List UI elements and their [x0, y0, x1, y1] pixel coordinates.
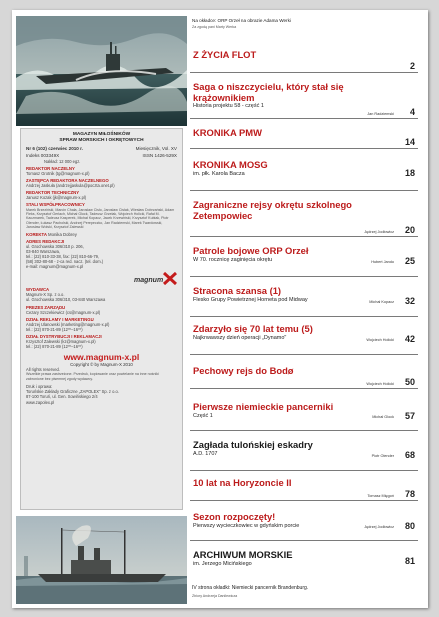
- toc-entry-author: Michał Glock: [372, 415, 394, 419]
- toc-entry-page: 68: [404, 450, 415, 460]
- deputy-editor-heading: ZASTĘPCA REDAKTORA NACZELNEGO: [26, 178, 109, 184]
- toc-entry-page: 81: [404, 556, 415, 566]
- toc-entry-author: Jędrzej Jodłowicz: [364, 230, 394, 234]
- copyright: Copyright © by Magnum-X 2010: [70, 362, 133, 368]
- toc-entry-page: 32: [404, 296, 415, 306]
- toc-entry[interactable]: [190, 50, 418, 73]
- toc-entry[interactable]: [190, 246, 418, 277]
- magazine-page: [12, 10, 428, 608]
- technical-editor-heading: REDAKTOR TECHNICZNY: [26, 190, 80, 196]
- deputy-editor: Andrzej Jaskuła (andrzejjaskula@poczta.onet.pl): [26, 183, 115, 189]
- collaborators-heading: STALI WSPÓŁPRACOWNICY: [26, 202, 85, 208]
- toc-entry-page: 4: [409, 107, 415, 117]
- toc-entry-subtitle: Flesko Grupy Powietrznej Horneta pod Midway: [193, 296, 308, 303]
- toc-entry-subtitle: Część 1: [193, 412, 213, 419]
- toc-entry[interactable]: [190, 286, 418, 317]
- toc-entry-page: 20: [404, 225, 415, 235]
- address-line-2: 03-840 Warszawa,: [26, 248, 60, 254]
- magnum-x-logo: [133, 272, 177, 285]
- toc-entry-title: KRONIKA MOSG: [193, 159, 268, 170]
- toc-entry-subtitle: W 70. rocznicę zaginięcia okrętu: [193, 256, 273, 263]
- address-heading: ADRES REDAKCJI: [26, 238, 65, 244]
- toc-entry-page: 18: [404, 168, 415, 178]
- toc-entry-title: Zagłada tulońskiej eskadry: [193, 439, 313, 450]
- masthead-title-line1: MAGAZYN MIŁOŚNIKÓW: [72, 132, 131, 137]
- svg-text:magnum: magnum: [134, 277, 164, 285]
- toc-entry-title: ARCHIWUM MORSKIE: [193, 549, 293, 560]
- toc-entry-title: Zdarzyło się 70 lat temu (5): [193, 323, 313, 334]
- proofreader: Monika Dobrey: [47, 231, 77, 237]
- toc-entry-page: 2: [409, 61, 415, 71]
- issue-periodicity: Miesięcznik, Vol. XV: [135, 145, 177, 151]
- editorial-masthead: [20, 128, 183, 510]
- toc-entry-page: 78: [404, 489, 415, 499]
- toc-entry-page: 57: [404, 411, 415, 421]
- toc-entry-author: Wojciech Holicki: [366, 382, 394, 386]
- address-line-1: ul. Grochowska 306/310 p. 206,: [26, 243, 84, 249]
- website-url[interactable]: www.magnum-x.pl: [63, 352, 140, 363]
- chief-editor-heading: REDAKTOR NACZELNY: [26, 165, 75, 171]
- rights-reserved: All rights reserved.: [26, 367, 60, 373]
- toc-entry-title: Zagraniczne rejsy okrętu szkolnego Zetempowiec: [193, 199, 352, 221]
- toc-entry-author: Michał Kopacz: [369, 300, 394, 304]
- marketing-line-2: tel.: (22) 870-21-89 (12⁰⁰–16⁰⁰): [26, 326, 83, 332]
- cover-painting-submarine: [16, 16, 187, 126]
- print-line-1: Toruńskie Zakłady Graficzne „ZAPOLEX" Sp. z o.o.: [26, 389, 119, 395]
- collaborators-list: Marek Brzeziński, Marcin Chała, Jarosław Cisło, Jarosław Cisłak, Wiesław Dobrzański, Adam Fleks, Krzysztof Gerlach, Michał Glock, Tadeusz Grzelak, Wojciech Holicki, Rafał M. Kaczmarek, Tadeusz Kasperek, Michał Kopacz, Jacek Krzewiński, Krzysztof Kubiak, Piotr Olender, Łukasz Pacholski, Andrzej Perepeczko, Jan Radziemski, Marek Twardowski, Jarosław Wolski, Krzysztof Zalewski: [26, 207, 175, 230]
- email-line: e-mail: magnum@magnum-x.pl: [26, 264, 84, 270]
- toc-entry-page: 14: [404, 137, 415, 147]
- toc-entry[interactable]: [190, 324, 418, 355]
- sales-heading: DZIAŁ DYSTRYBUCJI I REKLAMACJI: [26, 333, 102, 339]
- toc-entry-subtitle: Historia projektu 58 - część 1: [193, 103, 264, 109]
- publisher-heading: WYDAWCA: [26, 287, 50, 293]
- left-column: [12, 10, 189, 608]
- masthead-title-line2: SPRAW MORSKICH I OKRĘTOWYCH: [59, 137, 144, 143]
- president: Cezary Szczekiewicz (cs@magnum-x.pl): [26, 309, 101, 315]
- circulation: Nakład: 12 000 egz.: [44, 158, 81, 164]
- legal-notice: Wszelkie prawa zastrzeżone. Przedruk, kopiowanie oraz powielanie na inne nośniki zabronione bez pisemnej zgody wydawcy.: [26, 372, 159, 381]
- sales-line-1: Krzysztof Zalewski (kz@magnum-x.pl): [26, 339, 96, 345]
- toc-entry[interactable]: [190, 82, 418, 119]
- print-heading: Druk i oprawa:: [26, 384, 53, 390]
- marketing-line-1: Andrzej Ulanowski (marketing@magnum-x.pl): [26, 321, 110, 327]
- toc-entry[interactable]: [190, 128, 418, 149]
- index-number: Indeks 003349X: [26, 153, 60, 159]
- back-cover-caption: IV strona okładki: Niemiecki pancernik Brandenburg.: [192, 585, 309, 591]
- toc-entry-subtitle: Pierwszy wycieczkowiec w gdyńskim porcie: [193, 522, 300, 529]
- toc-entry-page: 25: [404, 256, 415, 266]
- toc-entry[interactable]: [190, 402, 418, 431]
- toc-entry-author: Piotr Olender: [371, 454, 394, 458]
- toc-entry[interactable]: [190, 550, 418, 580]
- print-line-3: www.zapolex.pl: [26, 399, 55, 405]
- toc-entry-title: Pierwsze niemieckie pancerniki: [193, 401, 334, 412]
- phone-line-2: (58) 302-80-68 - z-ca red. nacz. (tel. dom.): [26, 259, 104, 265]
- sales-line-2: tel.: (22) 870-21-89 (12⁰⁰–16⁰⁰): [26, 344, 83, 350]
- technical-editor: Janusz Kozak (jk@magnum-x.pl): [26, 195, 87, 201]
- publisher-line-1: Magnum-X Sp. z o.o.: [26, 292, 65, 298]
- toc-entry-author: Hubert Jando: [371, 260, 394, 264]
- toc-entry-title: 10 lat na Horyzoncie II: [193, 477, 292, 488]
- proofreading-label: KOREKTA: [26, 231, 47, 237]
- publisher-line-2: ul. Grochowska 306/310, 03-840 Warszawa: [26, 297, 106, 303]
- logo-row: [26, 272, 177, 285]
- toc-entry-subtitle: im. Jerzego Micińskiego: [193, 560, 252, 567]
- toc-entry-title: Patrole bojowe ORP Orzeł: [193, 245, 309, 256]
- toc-entry[interactable]: [190, 160, 418, 191]
- back-cover-credit: Zbiory Andrzeja Danilewicza: [192, 594, 238, 598]
- toc-entry-subtitle: im. płk. Karola Bacza: [193, 170, 245, 177]
- toc-entry[interactable]: [190, 440, 418, 471]
- back-cover-painting-battleship: [16, 516, 187, 604]
- toc-entry[interactable]: [190, 200, 418, 237]
- table-of-contents: [190, 10, 426, 608]
- toc-entry[interactable]: [190, 512, 418, 541]
- print-line-2: 87-100 Toruń, ul. Gen. Sowińskiego 2/4: [26, 394, 98, 400]
- toc-entry-page: 50: [404, 377, 415, 387]
- toc-entry-subtitle: A.D. 1707: [193, 450, 218, 457]
- toc-entry-title: Saga o niszczycielu, który stał się krążownikiem: [193, 81, 344, 103]
- issue-number: Nr 6 (102) czerwiec 2010 r.: [26, 145, 83, 151]
- marketing-heading: DZIAŁ REKLAMY I MARKETINGU: [26, 316, 94, 322]
- toc-entry-title: Sezon rozpoczęty!: [193, 511, 276, 522]
- toc-entry-author: Jędrzej Jodłowicz: [364, 525, 394, 529]
- toc-entry[interactable]: [190, 478, 418, 501]
- toc-entry-author: Jan Radziemski: [367, 112, 394, 116]
- toc-entry-title: Z ŻYCIA FLOT: [193, 49, 257, 60]
- toc-entry-page: 42: [404, 334, 415, 344]
- cover-credit: Za zgodą pani Marty Werka: [192, 25, 237, 29]
- chief-editor: Tomasz Grotnik (tg@magnum-x.pl): [26, 170, 90, 176]
- cover-caption: Na okładce: ORP Orzeł na obrazie Adama Werki: [192, 18, 291, 23]
- issn-number: ISSN 1426-529X: [142, 153, 177, 159]
- toc-entry-title: Pechowy rejs do Bodø: [193, 365, 294, 376]
- phone-line: tel.: (22) 810-33-38, fax: (22) 810-66-79,: [26, 253, 100, 259]
- toc-entry-title: KRONIKA PMW: [193, 127, 262, 138]
- toc-entry[interactable]: [190, 366, 418, 389]
- proofreading-heading: [26, 232, 177, 237]
- toc-entry-title: Stracona szansa (1): [193, 285, 282, 296]
- toc-entry-author: Wojciech Holicki: [366, 338, 394, 342]
- issue-line: [26, 146, 177, 152]
- president-heading: PREZES ZARZĄDU: [26, 304, 66, 310]
- toc-entry-subtitle: Najkrwawszy dzień operacji „Dynamo": [193, 334, 287, 341]
- toc-entry-page: 80: [404, 521, 415, 531]
- toc-entry-author: Tomasz Mięgoń: [367, 494, 394, 498]
